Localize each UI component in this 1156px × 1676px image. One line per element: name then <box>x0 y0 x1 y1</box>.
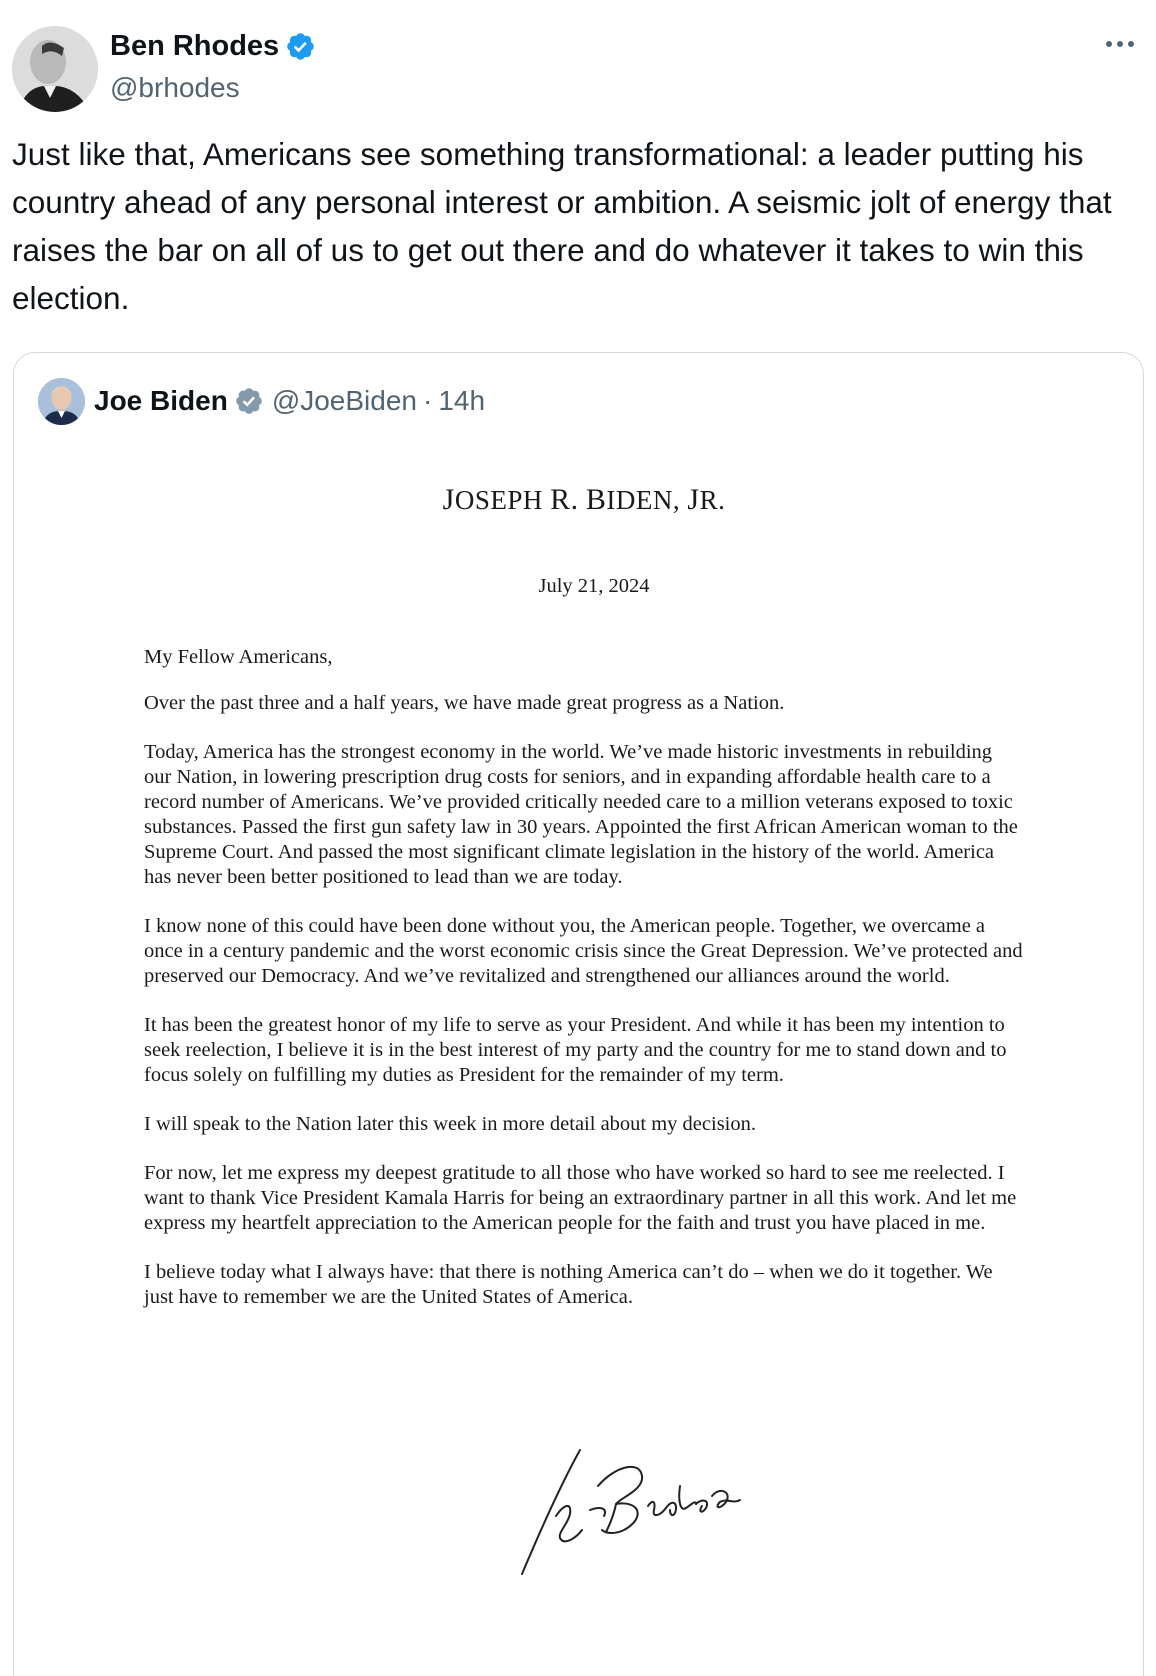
quoted-tweet-header <box>38 377 485 425</box>
letterhead-cap: J <box>442 483 455 516</box>
letterhead-rest: R. <box>699 485 726 515</box>
quoted-avatar <box>38 378 85 425</box>
quoted-profile-photo <box>38 378 85 425</box>
verified-government-badge-icon <box>234 386 264 416</box>
tweet-text: Just like that, Americans see something transformational: a leader putting his country ahead of any personal interest or ambition. A seismic jolt of energy that raises the bar on all of us to get out there and do whatever it takes to win this election. <box>12 136 1112 316</box>
verified-badge-icon <box>285 31 316 62</box>
letterhead-rest <box>579 485 586 515</box>
quoted-author-name: Joe Biden <box>94 385 228 416</box>
letterhead <box>144 483 1024 517</box>
letter-paragraph: I will speak to the Nation later this week in more detail about my decision. <box>144 1113 756 1135</box>
quoted-timestamp: 14h <box>438 385 486 416</box>
letter-paragraph: For now, let me express my deepest gratitude to all those who have worked so hard to see me reelected. I want to thank Vice President Kamala Harris for being an extraordinary partner in all this work. And let me express my heartfelt appreciation to the American people for the faith and trust you have placed in me. <box>144 1162 1017 1234</box>
more-options-button[interactable] <box>1098 28 1142 60</box>
letterhead-cap: J <box>687 483 700 516</box>
letter-paragraph: It has been the greatest honor of my life to serve as your President. And while it has been my intention to seek reelection, I believe it is in the best interest of my party and the country for me to stand down and to focus solely on fulfilling my duties as President for the remainder of my term. <box>144 1014 1007 1086</box>
letter-salutation: My Fellow Americans, <box>144 646 333 668</box>
avatar[interactable] <box>12 26 98 112</box>
profile-photo <box>12 26 98 112</box>
letter-image <box>144 483 1024 1310</box>
more-horizontal-icon <box>1105 40 1135 48</box>
quoted-author-handle: @JoeBiden <box>271 385 417 416</box>
tweet-header <box>12 22 1144 112</box>
letterhead-rest: IDEN, <box>606 485 688 515</box>
letterhead-rest: OSEPH <box>454 485 551 515</box>
letterhead-cap: B <box>585 483 607 516</box>
letter-paragraph: Today, America has the strongest economy in the world. We’ve made historic investments in rebuilding our Nation, in lowering prescription drug costs for seniors, and in expanding affordable health care to a record number of Americans. We’ve provided critically needed care to a million veterans exposed to toxic substances. Passed the first gun safety law in 30 years. Appointed the first African American woman to the Supreme Court. And passed the most significant climate legislation in the history of the world. America has never been better positioned to lead than we are today. <box>144 741 1018 888</box>
letter-paragraph: I believe today what I always have: that there is nothing America can’t do – when we do it together. We just have to remember we are the United States of America. <box>144 1261 993 1308</box>
handwritten-signature <box>520 1446 790 1576</box>
letterhead-cap: R. <box>550 483 579 516</box>
author-name-row[interactable] <box>110 30 316 63</box>
author-handle[interactable]: @brhodes <box>110 72 240 103</box>
author-name[interactable]: Ben Rhodes <box>110 30 280 62</box>
letter-date: July 21, 2024 <box>538 575 650 597</box>
letter-paragraph: I know none of this could have been done without you, the American people. Together, we overcame a once in a century pandemic and the worst economic crisis since the Great Depression. We’ve protected and preserved our Democracy. And we’ve revitalized and strengthened our alliances around the world. <box>144 915 1023 987</box>
letter-paragraph: Over the past three and a half years, we have made great progress as a Nation. <box>144 692 785 714</box>
separator-dot: · <box>423 385 433 416</box>
